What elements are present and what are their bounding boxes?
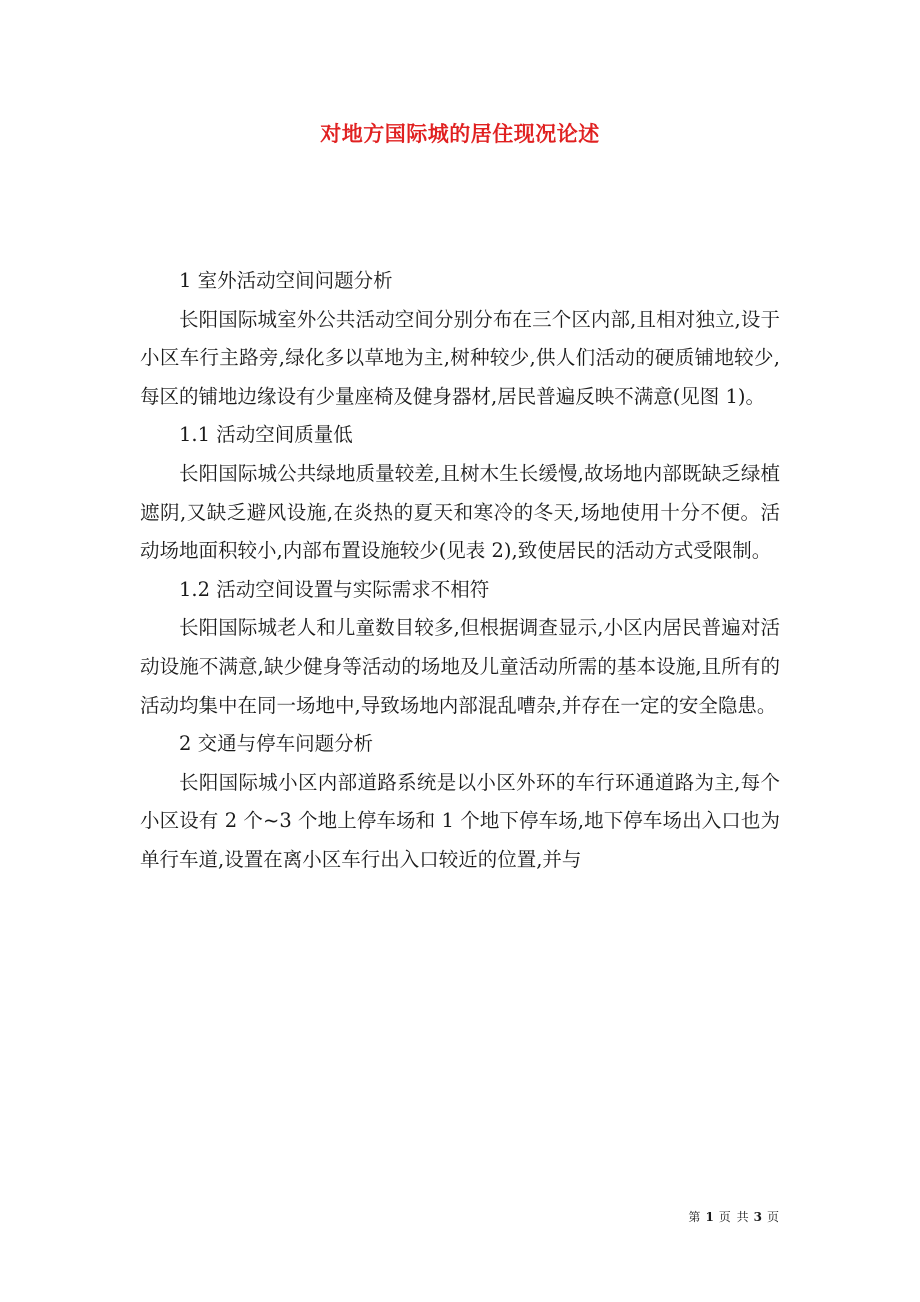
footer-page-number: 1 <box>705 1210 715 1224</box>
subsection-heading: 1.1 活动空间质量低 <box>179 423 353 447</box>
paragraph: 长阳国际城小区内部道路系统是以小区外环的车行环通道路为主,每个小区设有 2 个~3 个地上停车场和 1 个地下停车场,地下停车场出入口也为单行车道,设置在离小区车行出入口较近的位置,并与 <box>140 770 780 871</box>
document-body <box>140 262 780 880</box>
paragraph: 长阳国际城老人和儿童数目较多,但根据调查显示,小区内居民普遍对活动设施不满意,缺少健身等活动的场地及儿童活动所需的基本设施,且所有的活动均集中在同一场地中,导致场地内部混乱嘈杂,并存在一定的安全隐患。 <box>140 616 780 717</box>
footer-middle: 页 共 <box>718 1210 750 1224</box>
paragraph: 长阳国际城室外公共活动空间分别分布在三个区内部,且相对独立,设于小区车行主路旁,绿化多以草地为主,树种较少,供人们活动的硬质铺地较少,每区的铺地边缘设有少量座椅及健身器材,居民普遍反映不满意(见图 1)。 <box>140 307 780 408</box>
document-title: 对地方国际城的居住现况论述 <box>320 121 600 146</box>
paragraph: 长阳国际城公共绿地质量较差,且树木生长缓慢,故场地内部既缺乏绿植遮阴,又缺乏避风设施,在炎热的夏天和寒冷的冬天,场地使用十分不便。活动场地面积较小,内部布置设施较少(见表 2),致使居民的活动方式受限制。 <box>140 461 780 563</box>
subsection-heading: 1.2 活动空间设置与实际需求不相符 <box>179 577 490 601</box>
footer-total-pages: 3 <box>753 1210 763 1224</box>
section-heading: 1 室外活动空间问题分析 <box>179 269 393 292</box>
footer-suffix: 页 <box>766 1210 780 1224</box>
footer-prefix: 第 <box>688 1210 702 1224</box>
page-footer <box>688 1208 780 1225</box>
section-heading: 2 交通与停车问题分析 <box>179 732 374 756</box>
